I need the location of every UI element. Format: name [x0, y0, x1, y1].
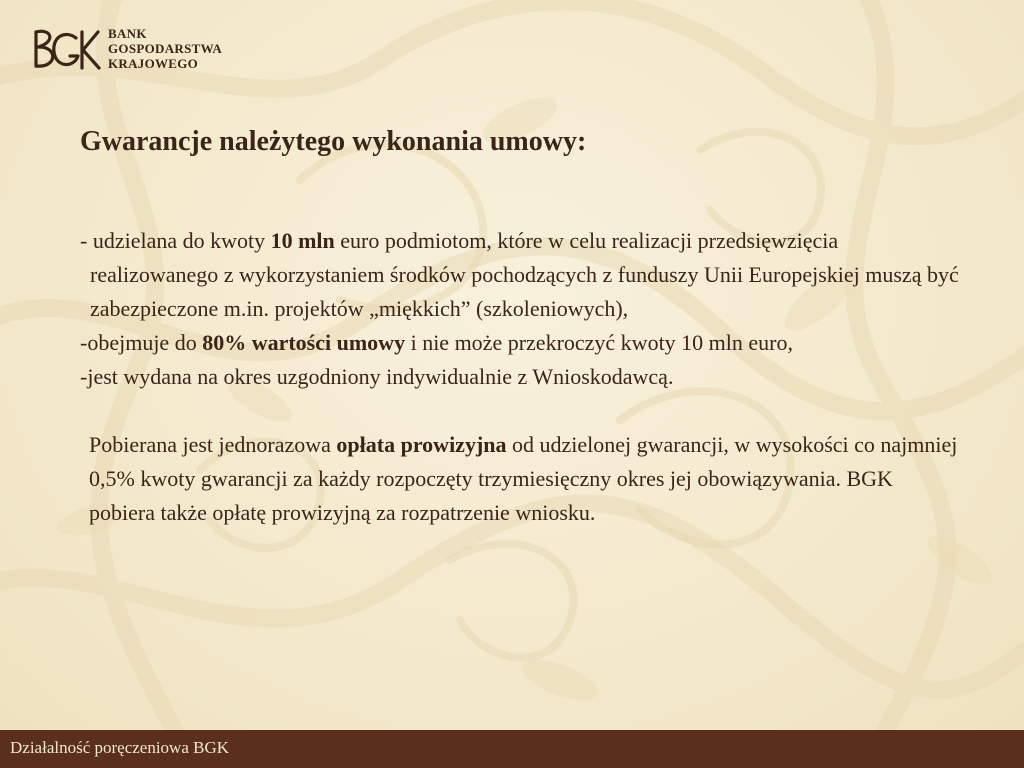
bgk-logo — [30, 24, 250, 76]
bullet-1-amount: 10 mln — [270, 228, 335, 253]
bullet-coverage — [80, 326, 960, 360]
footer-bar — [0, 730, 1024, 768]
bank-name — [108, 26, 258, 71]
bullet-2-percentage: 80% wartości umowy — [202, 330, 406, 355]
logo-line-3: KRAJOWEGO — [108, 56, 199, 71]
logo-line-1: BANK — [108, 26, 147, 41]
bullet-2-lead: -obejmuje do — [80, 330, 203, 355]
footer-label: Działalność poręczeniowa BGK — [10, 738, 230, 757]
slide-body — [80, 224, 960, 530]
fee-paragraph — [80, 428, 960, 530]
bullet-guarantee-limit — [80, 224, 960, 326]
bullet-1-lead: - udzielana do kwoty — [80, 228, 271, 253]
fee-lead: Pobierana jest jednorazowa — [89, 432, 337, 457]
fee-term: opłata prowizyjna — [336, 432, 507, 457]
fee-rest: od udzielonej gwarancji, w wysokości co najmniej 0,5% kwoty gwarancji za każdy rozpoczęty trzymiesięczny okres jej obowiązywania. BGK pobiera także opłatę prowizyjną za rozpatrzenie wniosku. — [89, 432, 958, 525]
bullet-period: -jest wydana na okres uzgodniony indywidualnie z Wnioskodawcą. — [80, 364, 674, 389]
bullet-1-rest: euro podmiotom, które w celu realizacji przedsięwzięcia realizowanego z wykorzystaniem środków pochodzących z funduszy Unii Europejskiej muszą być zabezpieczone m.in. projektów „miękkich” (szkoleniowych), — [90, 228, 959, 321]
bgk-monogram-icon — [30, 24, 102, 74]
logo-line-2: GOSPODARSTWA — [108, 41, 223, 56]
bullet-2-rest: i nie może przekroczyć kwoty 10 mln euro, — [405, 330, 793, 355]
slide-title: Gwarancje należytego wykonania umowy: — [80, 126, 587, 157]
